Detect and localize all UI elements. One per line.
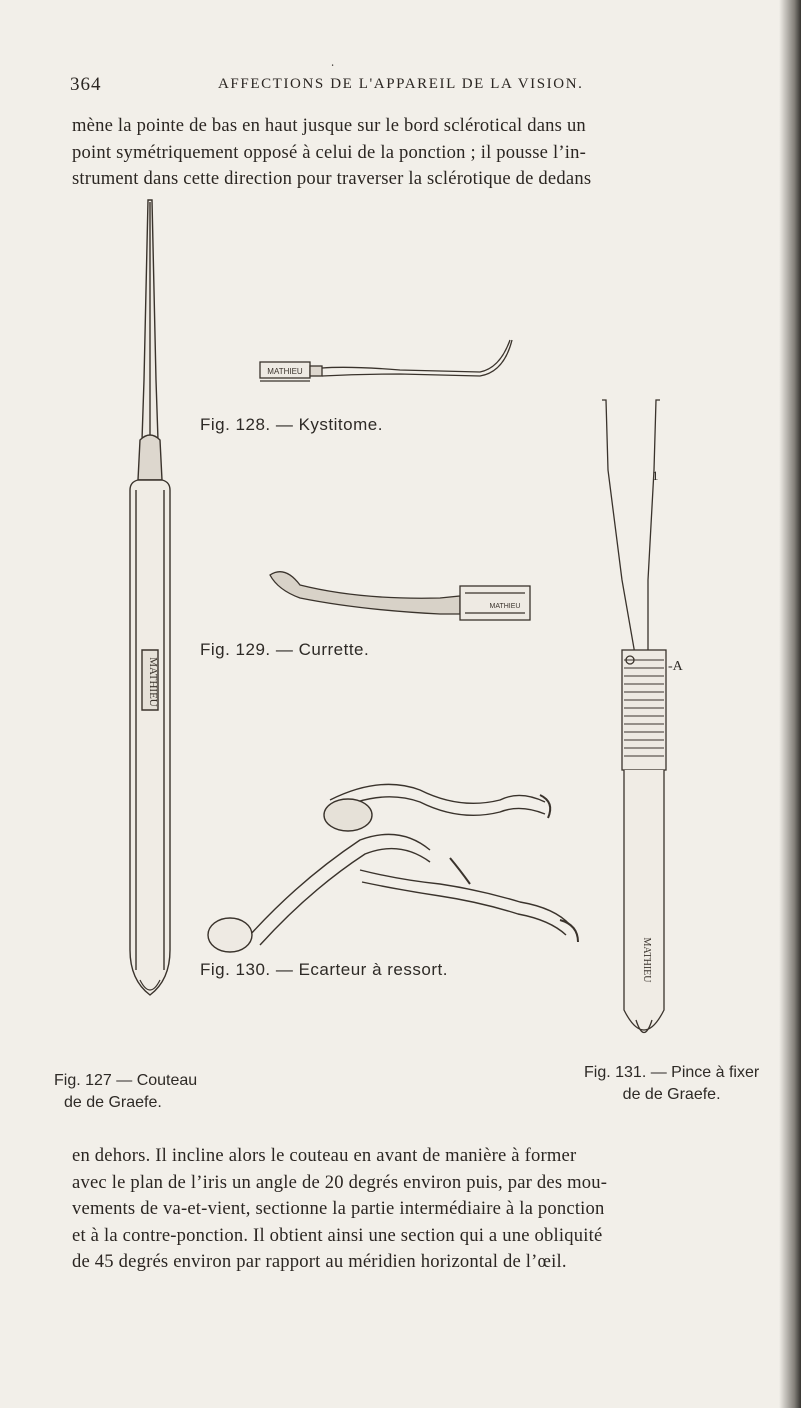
fig129-caption: Fig. 129. — Currette.: [200, 640, 370, 659]
fig127-caption: [54, 1070, 197, 1114]
fig131-label-1: 1: [652, 468, 659, 483]
fig130-ecarteur-illustration: [208, 784, 578, 952]
text-line: de 45 degrés environ par rapport au méridien horizontal de l’œil.: [72, 1251, 567, 1272]
fig131-label-a: -A: [668, 659, 683, 674]
fig127-caption-line2: de de Graefe.: [64, 1094, 162, 1111]
running-title: AFFECTIONS DE L'APPAREIL DE LA VISION.: [218, 76, 584, 92]
running-head-mark: ∙: [331, 58, 334, 72]
page-number: 364: [70, 74, 102, 95]
figure-plate: [54, 190, 760, 1140]
text-line: en dehors. Il incline alors le couteau en avant de manière à former: [72, 1145, 577, 1166]
fig128-maker-mark: MATHIEU: [267, 367, 303, 376]
text-line: strument dans cette direction pour traverser la sclérotique de dedans: [72, 168, 592, 189]
fig128-caption: Fig. 128. — Kystitome.: [200, 415, 383, 434]
text-line: avec le plan de l’iris un angle de 20 degrés environ puis, par des mou-: [72, 1171, 608, 1193]
running-head: [70, 58, 770, 102]
fig131-caption-line2: de de Graefe.: [622, 1086, 721, 1103]
fig131-caption: [584, 1062, 759, 1106]
figure-illustrations: [100, 190, 760, 1090]
paragraph-bottom: [72, 1143, 752, 1276]
fig131-pince-illustration: [602, 400, 666, 1033]
paragraph-top: [72, 113, 752, 193]
fig130-caption: Fig. 130. — Ecarteur à ressort.: [200, 960, 448, 979]
page-edge-shadow: [779, 0, 801, 1408]
fig127-maker-mark: MATHIEU: [147, 657, 159, 707]
text-line: mène la pointe de bas en haut jusque sur le bord sclérotical dans un: [72, 115, 586, 136]
text-line: point symétriquement opposé à celui de la ponction ; il pousse l’in-: [72, 141, 586, 163]
fig129-maker-mark: MATHIEU: [489, 603, 521, 610]
fig129-currette-illustration: [270, 572, 530, 620]
fig127-graefe-knife-illustration: [130, 200, 170, 995]
fig131-caption-line1: Fig. 131. — Pince à fixer: [584, 1064, 760, 1081]
text-line: et à la contre-ponction. Il obtient ainsi une section qui a une obliquité: [72, 1224, 603, 1246]
fig127-caption-line1: Fig. 127 — Couteau: [54, 1072, 198, 1089]
fig131-maker-mark: MATHIEU: [641, 937, 652, 983]
text-line: vements de va-et-vient, sectionne la partie intermédiaire à la ponction: [72, 1198, 605, 1219]
